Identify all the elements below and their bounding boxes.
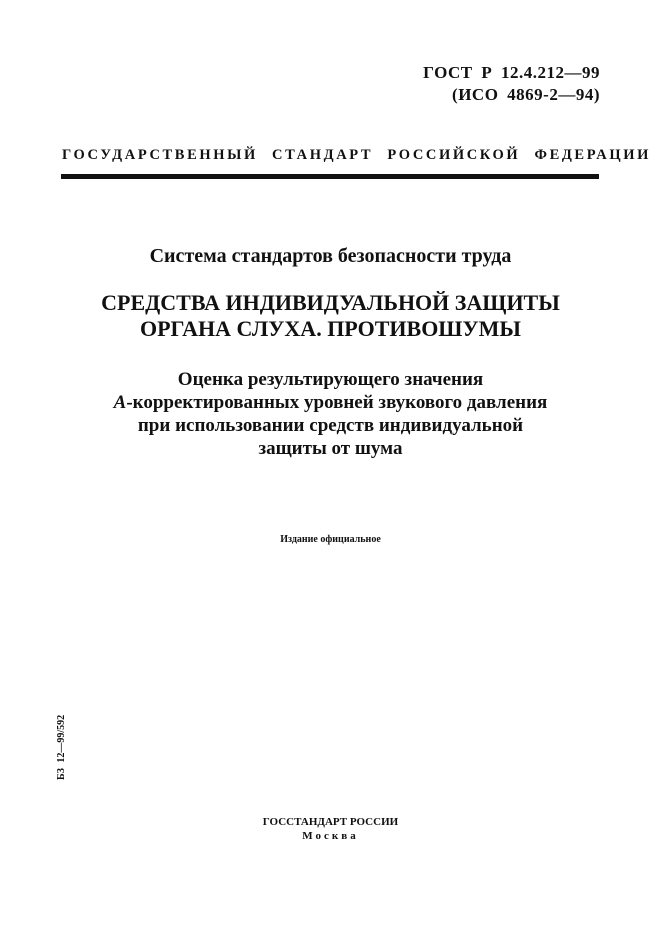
divider-rule	[61, 174, 599, 179]
state-standard-heading: ГОСУДАРСТВЕННЫЙ СТАНДАРТ РОССИЙСКОЙ ФЕДЕРАЦИИ	[62, 147, 652, 163]
edition-label: Издание официальное	[280, 534, 381, 545]
main-title	[0, 290, 661, 342]
main-title-line: ОРГАНА СЛУХА. ПРОТИВОШУМЫ	[140, 316, 521, 341]
iso-number: (ИСО 4869-2—94)	[452, 85, 600, 104]
publisher-city: Москва	[302, 830, 359, 842]
standard-number: ГОСТ Р 12.4.212—99	[423, 63, 600, 82]
side-code: БЗ 12—99/592	[56, 714, 67, 780]
subtitle-line: защиты от шума	[258, 438, 403, 459]
system-title: Система стандартов безопасности труда	[149, 245, 512, 267]
subtitle-line-rest: -корректированных уровней звукового давления	[126, 392, 548, 413]
subtitle-italic-a: А	[113, 392, 127, 413]
publisher-name: ГОССТАНДАРТ РОССИИ	[262, 816, 399, 828]
standard-code	[423, 62, 600, 106]
subtitle-line: Оценка результирующего значения	[177, 369, 484, 390]
main-title-line: СРЕДСТВА ИНДИВИДУАЛЬНОЙ ЗАЩИТЫ	[101, 290, 560, 315]
publisher	[0, 815, 661, 843]
subtitle	[0, 368, 661, 460]
subtitle-line	[0, 391, 661, 414]
subtitle-line: при использовании средств индивидуальной	[137, 415, 524, 436]
